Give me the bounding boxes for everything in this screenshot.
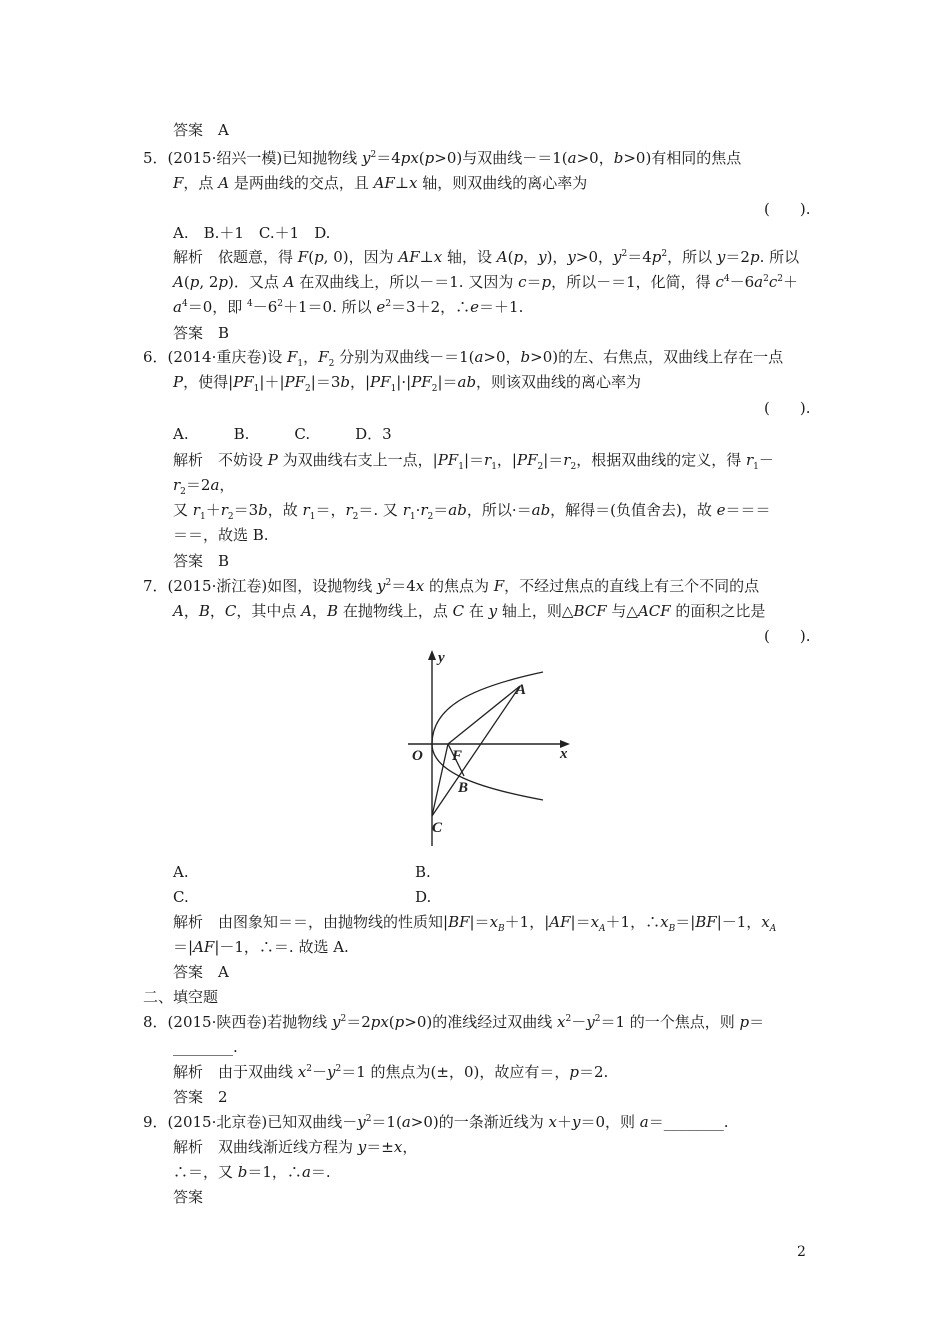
text-line: 解析 不妨设 P 为双曲线右支上一点，$|PF_1|=r_1$，$|PF_2|=r_2$，根据双曲线的定义，得 $r_1-$ — [173, 451, 774, 472]
text-line: 解析 由图象知＝＝，由抛物线的性质知$|BF|=x_B+1$，$|AF|=x_A+1$，$\therefore x_B=|BF|-1$，$x_A$ — [173, 913, 777, 934]
label-B: B — [458, 780, 469, 796]
text-line: $r_2=2a$， — [173, 476, 235, 497]
text-line: 6．(2014·重庆卷)设 $F_1$，$F_2$ 分别为双曲线－＝1(a>0，b>0)的左、右焦点，双曲线上存在一点 — [143, 348, 784, 369]
text-line: 答案 2 — [173, 1088, 228, 1106]
text-line: 二、填空题 — [143, 988, 219, 1006]
text-line: D. — [415, 888, 432, 906]
text-line: A. — [173, 863, 189, 881]
y-axis-arrow — [428, 650, 436, 660]
text-line: ＝＝，故选 B. — [173, 526, 269, 544]
text-line: 答案 — [173, 1188, 204, 1206]
label-A: A — [516, 682, 527, 698]
label-F: F — [452, 748, 463, 764]
text-line: 8．(2015·陕西卷)若抛物线 $y^2=2px(p>0)$的准线经过双曲线 $x^2-y^2=1$ 的一个焦点，则 p＝ — [143, 1013, 765, 1031]
line-FA — [448, 686, 520, 744]
label-y: y — [438, 650, 445, 666]
text-line: 答案 A — [173, 121, 229, 139]
text-line: ∴＝，又 b＝1，∴a＝. — [173, 1163, 331, 1181]
text-line: 答案 A — [173, 963, 229, 981]
text-line: ( ). — [764, 200, 811, 218]
label-x: x — [560, 746, 568, 762]
text-line: B. — [415, 863, 431, 881]
line-CA — [432, 686, 520, 816]
text-line: 5．(2015·绍兴一模)已知抛物线 $y^2=4px(p>0)$与双曲线－＝1(a>0，b>0)有相同的焦点 — [143, 149, 742, 167]
text-line: 7．(2015·浙江卷)如图，设抛物线 $y^2=4x$ 的焦点为 F，不经过焦点的直线上有三个不同的点 — [143, 577, 760, 595]
text-line: ( ). — [764, 399, 811, 417]
text-line: 答案 B — [173, 552, 230, 570]
text-line: 答案 B — [173, 324, 230, 342]
label-C: C — [432, 820, 443, 836]
text-line: ________. — [173, 1038, 238, 1056]
text-line: C. — [173, 888, 189, 906]
text-line: A. B.＋1 C.＋1 D. — [173, 224, 331, 242]
text-line: 解析 双曲线渐近线方程为 y＝±x， — [173, 1138, 418, 1156]
text-line: ＝|AF|－1，∴＝. 故选 A. — [173, 938, 349, 956]
text-line: A(p, 2p)．又点 A 在双曲线上，所以－＝1. 又因为 c＝p，所以－＝1，化简，得 $c^4-6a^2c^2+$ — [173, 273, 798, 291]
text-line: 9．(2015·北京卷)已知双曲线$-y^2=1(a>0)$的一条渐近线为 x＋y＝0，则 a＝________. — [143, 1113, 729, 1131]
text-line: 解析 由于双曲线 $x^2-y^2=1$ 的焦点为(±，0)，故应有＝，p＝2. — [173, 1063, 609, 1081]
text-line: 解析 依题意，得 F(p, 0)，因为 AF⊥x 轴，设 A(p，y)，y>0，$y^2=4p^2$，所以 y＝2p. 所以 — [173, 248, 800, 266]
text-line: ( ). — [764, 627, 811, 645]
label-O: O — [412, 748, 423, 764]
text-line: A. B. C. D．3 — [173, 425, 392, 443]
text-line: 又 $r_1+r_2=3b$，故 $r_1=$，$r_2=$. 又 $r_1\cdot r_2=ab$，所以·＝ab，解得＝(负值舍去)，故 e＝＝＝ — [173, 501, 771, 522]
text-line: $a^4=0$，即 $^4-6^2+1=0$. 所以 $e^2=3+2$，∴e＝＋1. — [173, 298, 524, 316]
page-number: 2 — [797, 1244, 806, 1260]
text-line: A，B，C，其中点 A，B 在抛物线上，点 C 在 y 轴上，则△BCF 与△ACF 的面积之比是 — [173, 602, 766, 620]
text-line: P，使得$|PF_1|+|PF_2|=3b$，$|PF_1|\cdot|PF_2|=ab$，则该双曲线的离心率为 — [173, 373, 642, 394]
text-line: F，点 A 是两曲线的交点，且 AF⊥x 轴，则双曲线的离心率为 — [173, 174, 588, 192]
parabola-figure — [398, 648, 588, 848]
